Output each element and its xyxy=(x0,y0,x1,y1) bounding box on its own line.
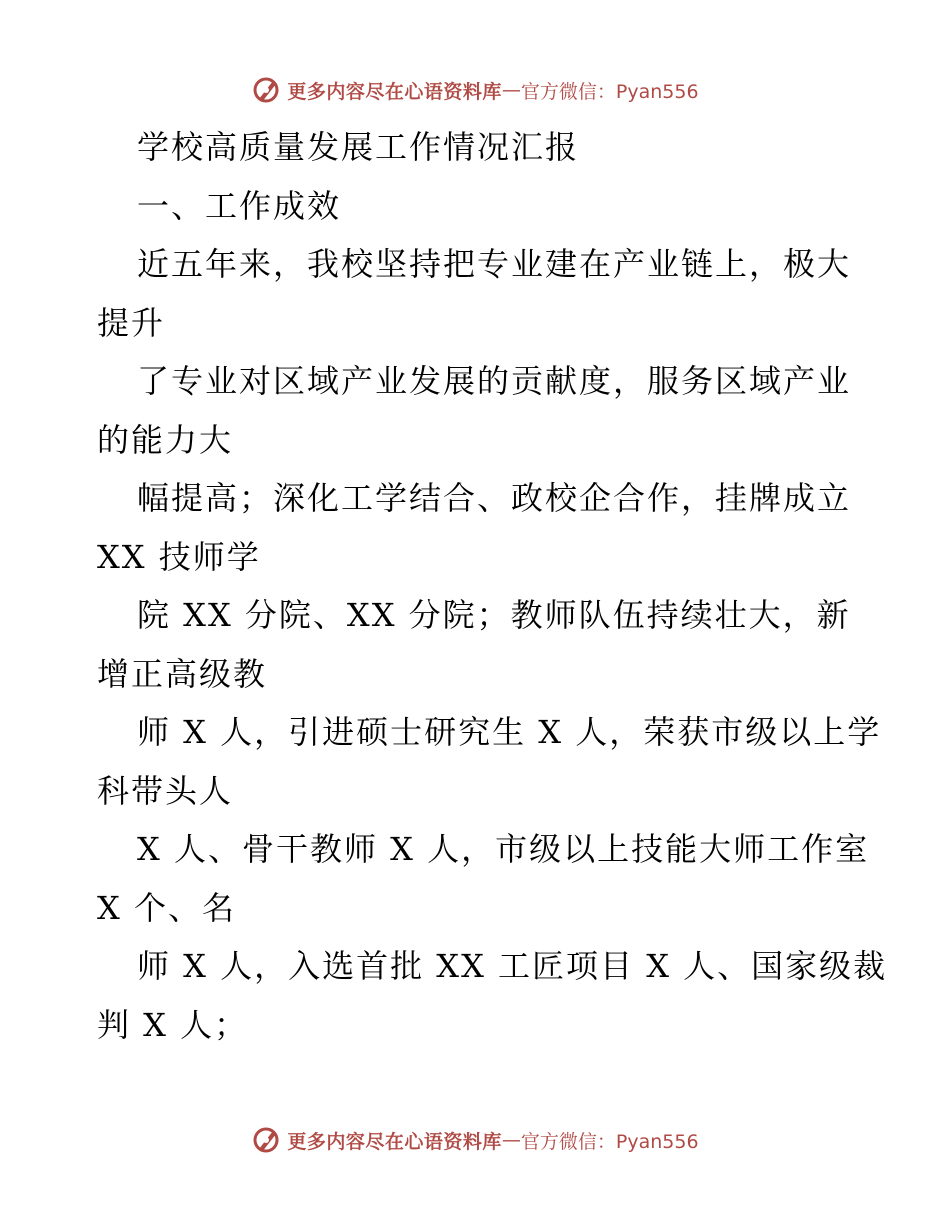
document-body xyxy=(97,118,888,1054)
body-line: 科带头人 xyxy=(97,771,234,810)
body-line: X 人、骨干教师 X 人，市级以上技能大师工作室 xyxy=(137,830,870,868)
pen-logo-icon xyxy=(251,1125,281,1155)
body-line: 的能力大 xyxy=(97,420,234,459)
body-line: 提升 xyxy=(97,303,166,342)
body-line: XX 技师学 xyxy=(97,537,261,576)
footer-banner-separator: — xyxy=(501,1129,521,1151)
section-heading: 一、工作成效 xyxy=(137,186,342,225)
body-line: 了专业对区域产业发展的贡献度，服务区域产业 xyxy=(137,362,852,400)
body-line: 师 X 人，引进硕士研究生 X 人，荣获市级以上学 xyxy=(137,713,882,751)
header-banner-separator: — xyxy=(501,79,521,101)
header-banner-wechat: 官方微信：Pyan556 xyxy=(520,80,699,103)
footer-banner-text: 更多内容尽在心语资料库 xyxy=(287,1130,502,1153)
footer-banner xyxy=(0,1120,950,1160)
footer-banner-wechat: 官方微信：Pyan556 xyxy=(520,1130,699,1153)
header-banner xyxy=(0,70,950,110)
body-line: 幅提高；深化工学结合、政校企合作，挂牌成立 xyxy=(137,479,852,517)
body-line: 增正高级教 xyxy=(97,654,268,693)
document-title: 学校高质量发展工作情况汇报 xyxy=(137,128,580,166)
body-line: 近五年来，我校坚持把专业建在产业链上，极大 xyxy=(137,245,852,283)
body-line: X 个、名 xyxy=(97,888,236,927)
body-line: 师 X 人，入选首批 XX 工匠项目 X 人、国家级裁 xyxy=(137,947,888,985)
body-line: 判 X 人； xyxy=(97,1005,249,1044)
pen-logo-icon xyxy=(251,75,281,105)
header-banner-text: 更多内容尽在心语资料库 xyxy=(287,80,502,103)
body-line: 院 XX 分院、XX 分院；教师队伍持续壮大，新 xyxy=(137,596,851,634)
